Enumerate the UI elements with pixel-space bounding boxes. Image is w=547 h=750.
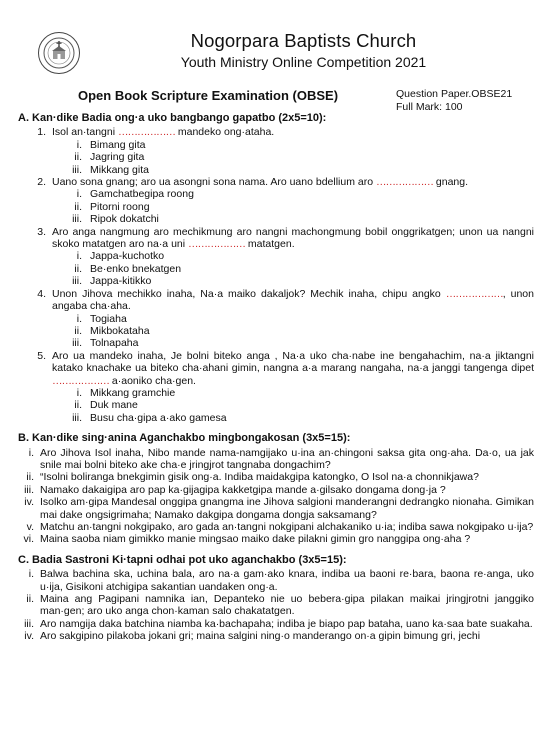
option-number: iii. [72,163,82,176]
section-b-question [18,471,534,483]
question-text: Aro ua mandeko inaha, Je bolni biteko anga , Na·a uko cha·nabe ine bengahachim, na·a jiktangni katako knachake ua biteko cha·ahani gimin, nangna a·a marang nangaha, na·a janggi tangenga dipet [52,349,534,375]
question-number: iii. [24,617,34,630]
question-text: gnang. [432,176,469,189]
option-text: Mikbokataha [90,324,150,337]
option-text: Pitorni roong [90,200,150,213]
option-number: i. [76,188,82,201]
option-number: ii. [74,324,82,337]
answer-blank: ……………… [117,126,175,139]
full-mark: Full Mark: 100 [396,101,463,113]
option-number: i. [76,250,82,263]
question-text: mandeko ong·ataha. [174,126,275,139]
option-number: i. [76,386,82,399]
option-text: Tolnapaha [90,337,139,350]
option-text: Jagring gita [90,151,145,164]
question-number: ii. [26,593,34,606]
option-number: iii. [72,337,82,350]
option-number: iii. [72,411,82,424]
question-text: Namako dakaigipa aro pap ka·gijagipa kakketgipa mande a·gilsako dongama dong·ja ? [40,483,446,496]
section-a-question-3 [18,226,534,288]
option-text: Jappa-kitikko [90,275,152,288]
section-a-question-1 [18,126,534,176]
option-number: iii. [72,213,82,226]
question-number: iii. [24,483,34,496]
question-text: Aro namgija daka batchina niamba ka·bachapaha; indiba je biapo pap bataha, uano ka·saa bate suakaha. [40,617,533,630]
question-number: v. [26,521,34,533]
section-a-question-4 [18,288,534,350]
exam-content [18,112,534,643]
question-number: iv. [24,496,34,509]
option-number: i. [76,138,82,151]
option-text: Be·enko bnekatgen [90,262,182,275]
section-b-question [18,447,534,472]
option-text: Jappa-kuchotko [90,250,165,263]
option-text: Busu cha·gipa a·ako gamesa [90,411,227,424]
question-number: i. [28,568,34,581]
section-b-heading: B. Kan·dike sing·anina Aganchakbo mingbongakosan (3x5=15): [18,432,351,445]
question-text: Matchu an·tangni nokgipako, aro gada an·tangni nokgipani alchakaniko u·ia; indiba sawa nokgipako u·ija? [40,521,534,533]
question-text: “Isolni boliranga bnekgimin gisik ong·a. Indiba maidakgipa katongko, O Isol na·a chonnikjawa? [40,471,479,484]
question-text: matatgen. [245,238,295,251]
option-text: Bimang gita [90,138,146,151]
answer-blank: ……………… [52,374,109,387]
option-text: Gamchatbegipa roong [90,188,194,201]
question-number: 1. [37,126,46,139]
exam-title: Open Book Scripture Examination (OBSE) [78,88,339,103]
section-c-question [18,568,534,593]
option-number: ii. [74,399,82,412]
section-c-question [18,618,534,630]
question-paper-code: Question Paper.OBSE21 [396,88,513,100]
section-c-question [18,630,534,642]
question-text: Aro Jihova Isol inaha, Nibo mande nama-namgijako u·ina an·chingoni saksa gita ong·aha. Da·o, ua jak snile mai bolni biteko ake cha·e jringjrot tangnaba dongachim? [40,446,534,471]
question-text: Maina ang Pagipani namnika ian, Depanteko nie uo bebera·gipa pilakan maikai jringjrotni janggiko man·gen; aro uko anga chon·kaman salo chakatatgen. [40,593,534,618]
section-b-question [18,496,534,521]
question-number: ii. [26,471,34,484]
section-b-question [18,484,534,496]
option-text: Mikkang gramchie [90,386,176,399]
section-a-heading: A. Kan·dike Badia ong·a uko bangbango gapatbo (2x5=10): [18,112,327,124]
option-text: Mikkang gita [90,163,149,176]
question-number: 5. [37,349,46,362]
option-text: Togiaha [90,312,127,325]
question-number: 4. [37,287,46,300]
answer-blank: ……………… [445,287,503,300]
question-text: Isolko am·gipa Mandesal onggipa gnangma ine Jihova salgioni manderangni dedrangko nionaha. Gimikan mai dake ongsigrimaha; Namako dakgipa dongama dongja saksamang? [40,496,534,521]
question-text: Aro anga nangmung aro mechikmung aro nangni machongmung bobil onggrikatgen; unon ua nangni skoko matatgen aro na·a uni [52,225,534,251]
answer-blank: ……………… [188,238,245,251]
paper-info [396,88,512,114]
question-number: 2. [37,176,46,189]
section-c-heading: C. Badia Sastroni Ki·tapni odhai pot uko aganchakbo (3x5=15): [18,553,347,566]
question-text: Balwa bachina ska, uchina bala, aro na·a gam·ako knara, indiba ua baoni re·bara, baona re·anga, uko u·ija, Gisikoni atchigipa sakantian uandaken ong·a. [40,568,534,593]
question-text: a·aoniko cha·gen. [109,374,196,387]
question-number: i. [28,446,34,459]
section-b-question [18,521,534,533]
church-name: Nogorpara Baptists Church [190,30,417,51]
question-text: , unon angaba cha·aha. [52,287,534,313]
question-number: iv. [24,630,34,643]
competition-subtitle: Youth Ministry Online Competition 2021 [180,54,427,70]
question-number: 3. [37,225,46,238]
option-text: Ripok dokatchi [90,213,159,226]
option-number: ii. [74,262,82,275]
section-c-question [18,593,534,618]
option-number: ii. [74,151,82,164]
question-text: Isol an·tangni [52,126,118,139]
question-text: Uano sona gnang; aro ua asongni sona nama. Aro uano bdellium aro [52,176,376,189]
question-number: vi. [23,533,34,546]
question-text: Maina saoba niam gimikko manie mingsao maiko dake pilakni gimin gro nanggipa ong·aha ? [40,533,471,546]
option-text: Duk mane [90,399,138,412]
option-number: iii. [72,275,82,288]
section-b-question [18,533,534,545]
section-a-question-5 [18,350,534,424]
question-text: Aro sakgipino pilakoba jokani gri; maina salgini ning·o manderango on·a gipin bimung gri, jechi [40,630,481,643]
option-number: i. [76,312,82,325]
answer-blank: ……………… [375,176,433,189]
question-text: Unon Jihova mechikko inaha, Na·a maiko dakaljok? Mechik inaha, chipu angko [52,287,446,300]
option-number: ii. [74,200,82,213]
section-a-question-2 [18,176,534,226]
